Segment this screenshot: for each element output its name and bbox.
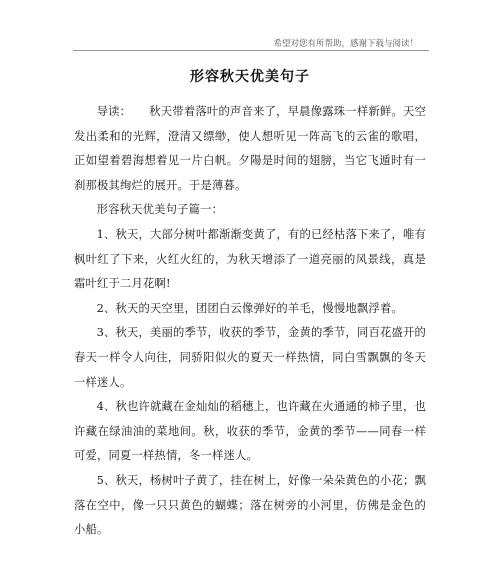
intro-text: 秋天带着落叶的声音来了，早晨像露珠一样新鲜。天空发出柔和的光辉，澄清又缥缈，使人想听见一阵高飞的云雀的歌唱，正如望着碧海想着见一片白帆。夕陽是时间的翅膀，当它飞遁时有一刹那极其绚烂的展开。于是薄暮。: [74, 105, 426, 192]
paragraph-1: 1、秋天，大部分树叶都渐渐变黄了，有的已经枯落下来了，唯有枫叶红了下来，火红火红的，为秋天增添了一道亮丽的风景线，真是霜叶红于二月花啊!: [74, 227, 426, 291]
document-body: [74, 100, 426, 543]
paragraph-2: 2、秋天的天空里，团团白云像弹好的羊毛，慢慢地飘浮着。: [96, 301, 403, 315]
paragraph-4: 4、秋也许就藏在金灿灿的稻穗上，也许藏在火通通的柿子里，也许藏在绿油油的菜地间。秋，收获的季节，金黄的季节——同春一样可爱，同夏一样热情，冬一样迷人。: [74, 400, 426, 463]
intro-label: 导读：: [96, 105, 132, 118]
header-note: 希望对您有所帮助，感谢下载与阅读！: [273, 39, 418, 49]
header-divider: [73, 50, 429, 51]
paragraph-3: 3、秋天，美丽的季节，收获的季节，金黄的季节，同百花盛开的春天一样令人向往，同骄阳似火的夏天一样热情，同白雪飘飘的冬天一样迷人。: [74, 326, 426, 389]
document-title: 形容秋天优美句子: [190, 69, 310, 85]
intro-paragraph: [74, 100, 426, 198]
section-heading: 形容秋天优美句子篇一：: [96, 203, 224, 217]
paragraph-5: 5、秋天，杨树叶子黄了，挂在树上，好像一朵朵黄色的小花；飘落在空中，像一只只黄色的蝴蝶；落在树旁的小河里，仿佛是金色的小船。: [74, 473, 426, 537]
